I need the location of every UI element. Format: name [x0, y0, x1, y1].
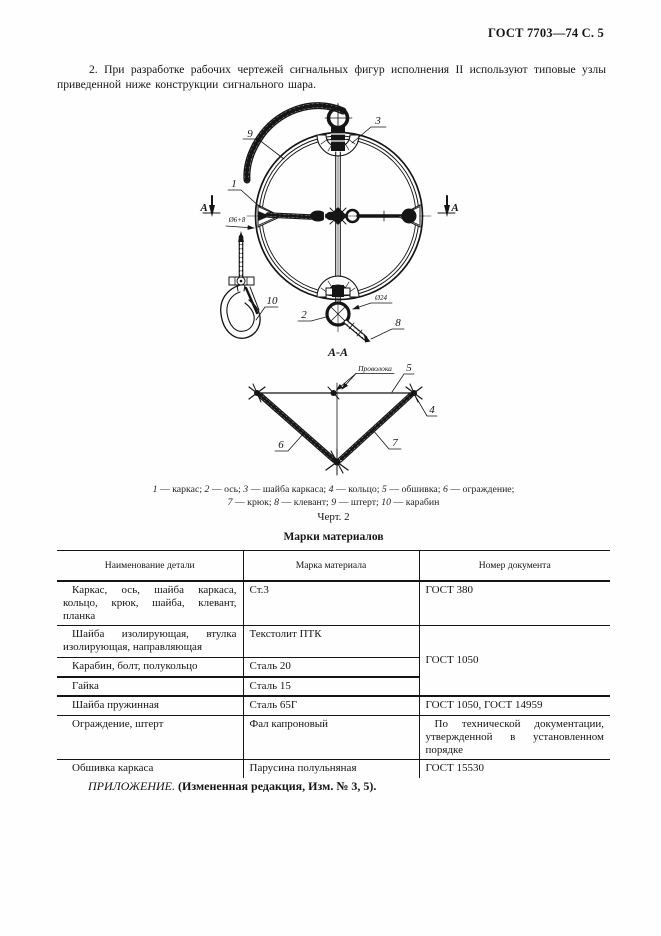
part-name-cell: Шайба изолирующая, втулка изолирующая, направляющая — [57, 626, 243, 658]
column-header: Наименование детали — [57, 551, 243, 582]
material-brand-cell: Сталь 15 — [243, 677, 419, 697]
part-name-cell: Шайба пружинная — [57, 696, 243, 715]
caption-part-number: 8 — [274, 497, 279, 508]
caption-part-number: 9 — [331, 497, 337, 508]
callout-8: 8 — [395, 317, 401, 329]
figure-number: Черт. 2 — [317, 511, 350, 523]
callout-7: 7 — [392, 437, 398, 449]
callout-9: 9 — [247, 128, 253, 140]
bottom-washer — [317, 276, 359, 297]
section-leader-lines — [275, 374, 437, 452]
section-view-title: А-А — [327, 345, 349, 359]
materials-table — [57, 550, 610, 778]
material-brand-cell: Ст.3 — [243, 581, 419, 626]
material-brand-cell: Текстолит ПТК — [243, 626, 419, 658]
callout-6: 6 — [278, 439, 284, 451]
part-name-cell: Обшивка каркаса — [72, 762, 154, 775]
callout-2: 2 — [301, 309, 307, 321]
dia-label-bottom: Ø24 — [374, 294, 388, 302]
axle-and-pin — [327, 303, 371, 343]
wire-label: Проволока — [358, 364, 392, 373]
appendix-label: ПРИЛОЖЕНИЕ. — [88, 779, 175, 793]
document-number-cell: ГОСТ 1050 — [419, 626, 610, 697]
section-letter-right: A — [451, 202, 459, 214]
callout-1: 1 — [231, 178, 237, 190]
caption-part-number: 3 — [243, 484, 249, 495]
carabiner — [221, 231, 260, 338]
material-brand-cell: Фал капроновый — [243, 716, 419, 760]
callout-5: 5 — [406, 362, 412, 374]
part-name-cell: Гайка — [57, 677, 243, 697]
part-name-cell: Ограждение, штерт — [57, 716, 243, 760]
revision-note: (Измененная редакция, Изм. № 3, 5). — [177, 779, 377, 793]
document-number-cell: ГОСТ 380 — [419, 581, 610, 626]
caption-part-number: 4 — [328, 484, 334, 495]
caption-part-number: 10 — [381, 497, 392, 508]
table-row — [57, 716, 610, 760]
column-header: Номер документа — [419, 551, 610, 582]
caption-part-number: 6 — [442, 484, 448, 495]
horizontal-tie-left — [258, 205, 337, 227]
table-row — [57, 696, 610, 715]
document-number-cell: По технической документации, утвержденной в установленном порядке — [419, 716, 610, 760]
table-row — [57, 626, 610, 658]
caption-part-number: 1 — [152, 484, 158, 495]
table-row — [57, 581, 610, 626]
signal-ball-drawing — [140, 95, 550, 485]
column-header: Марка материала — [243, 551, 419, 582]
material-brand-cell: Сталь 65Г — [243, 696, 419, 715]
horizontal-tie-right — [358, 205, 420, 227]
callout-4: 4 — [429, 404, 435, 416]
part-name-cell: Карабин, болт, полукольцо — [57, 657, 243, 676]
material-brand-cell: Сталь 20 — [243, 657, 419, 676]
table-header-row — [57, 551, 610, 582]
table-title: Марки материалов — [283, 531, 384, 543]
callout-3: 3 — [375, 115, 381, 127]
document-number-cell: ГОСТ 1050, ГОСТ 14959 — [419, 696, 610, 715]
section-letter-left: A — [200, 202, 208, 214]
intro-paragraph: 2. При разработке рабочих чертежей сигнальных фигур исполнения II используют типовые узлы приведенной ниже конструкции сигнального шара. — [57, 62, 606, 91]
dia-label-left: Ø6+8 — [228, 216, 246, 224]
material-brand-cell: Парусина полульняная — [243, 760, 419, 778]
figure-caption-line-2: 7 — крюк; 8 — клевант; 9 — штерт; 10 — карабин — [227, 497, 440, 508]
caption-part-number: 7 — [227, 497, 233, 508]
page-header: ГОСТ 7703—74 С. 5 — [487, 26, 604, 40]
caption-part-number: 2 — [204, 484, 210, 495]
table-row — [57, 760, 610, 778]
document-number-cell: ГОСТ 15530 — [419, 760, 610, 778]
top-washer — [317, 127, 359, 156]
part-name-cell: Каркас, ось, шайба каркаса, кольцо, крюк, шайба, клевант, планка — [57, 581, 243, 626]
callout-10: 10 — [266, 295, 278, 307]
section-view — [249, 374, 437, 476]
appendix-note — [88, 779, 376, 794]
figure-caption-line-1: 1 — каркас; 2 — ось; 3 — шайба каркаса; 4 — кольцо; 5 — обшивка; 6 — ограждение; — [152, 484, 515, 495]
lashing-knots — [249, 384, 422, 475]
caption-part-number: 5 — [381, 484, 387, 495]
